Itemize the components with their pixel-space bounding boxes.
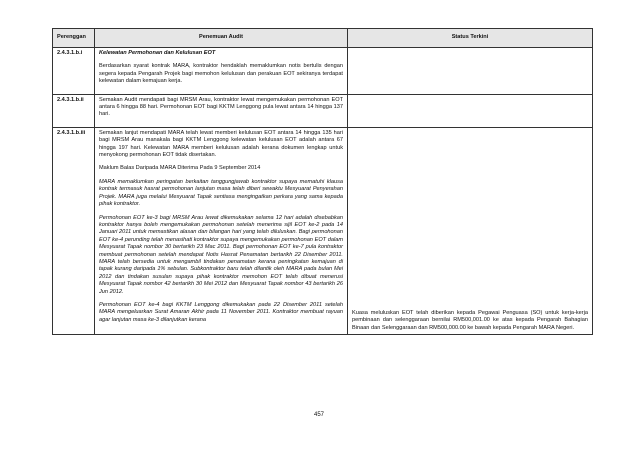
- feedback-heading: Maklum Balas Daripada MARA Diterima Pada 9 September 2014: [99, 165, 261, 172]
- row-finding: [95, 94, 348, 127]
- page-number: 457: [313, 412, 324, 418]
- row-finding: [95, 48, 348, 95]
- row-status: [348, 48, 593, 95]
- row-number: 2.4.3.1.b.ii: [53, 94, 95, 127]
- header-perenggan: Perenggan: [53, 29, 95, 48]
- table-row: [53, 94, 593, 127]
- row-number: 2.4.3.1.b.iii: [53, 127, 95, 334]
- feedback-paragraph: Permohonan EOT ke-4 bagi KKTM Lenggong dikemukakan pada 22 Disember 2011 setelah MARA mengeluarkan Surat Amaran Akhir pada 11 November 2011. Kontraktor membuat rayuan agar lanjutan masa ke-3 dilanjutkan kerana: [99, 301, 343, 323]
- finding-paragraph: Semakan Audit mendapati bagi MRSM Arau, kontraktor lewat mengemukakan permohonan EOT antara 6 hingga 88 hari. Permohonan EOT bagi KKTM Lenggong pula lewat antara 14 hingga 137 hari.: [99, 96, 343, 118]
- finding-paragraph: Berdasarkan syarat kontrak MARA, kontraktor hendaklah memaklumkan notis bertulis dengan segera kepada Pengarah Projek bagi memohon kelulusan dan perakuan EOT sekiranya terdapat kelewatan dalam kemajuan kerja.: [99, 63, 343, 85]
- row-status: Kuasa meluluskan EOT telah diberikan kepada Pegawai Penguasa (SO) untuk kerja-kerja pembinaan dan selenggaraan bernilai RM500,001.00 ke atas kepada Pengarah Bahagian Binaan dan Selenggaraan dan RM500,000.00 ke bawah kepada Pengarah MARA Negeri.: [348, 127, 593, 334]
- audit-table: [52, 28, 593, 335]
- row-finding: [95, 127, 348, 334]
- header-status-terkini: Status Terkini: [348, 29, 593, 48]
- row-title: Kelewatan Permohonan dan Kelulusan EOT: [99, 50, 216, 56]
- row-status: [348, 94, 593, 127]
- table-row: [53, 127, 593, 334]
- feedback-paragraph: MARA memaklumkan peringatan berkaitan tanggungjawab kontraktor supaya mematuhi klausa kontrak termasuk hasrat permohonan lanjutan masa telah diberi sewaktu Mesyuarat Penyerahan Projek. MARA juga melalui Mesyuarat Tapak sentiasa mengingatkan perkara yang sama kepada pihak kontraktor.: [99, 178, 343, 208]
- row-number: 2.4.3.1.b.i: [53, 48, 95, 95]
- header-penemuan-audit: Penemuan Audit: [95, 29, 348, 48]
- table-row: [53, 48, 593, 95]
- feedback-paragraph: Permohonan EOT ke-3 bagi MRSM Arau lewat dikemukakan selama 12 hari adalah disebabkan kontraktor hanya boleh mengemukakan permohonan setelah menerima sijil EOT ke-2 pada 14 Januari 2011 untuk memastikan alasan dan bilangan hari yang telah diluluskan. Bagi permohonan EOT ke-4 perunding telah menasihati kontraktor supaya mengemukakan permohonan EOT dalam Mesyuarat Tapak nombor 30 bertarikh 23 Mac 2011. Bagi permohonan EOT ke-7 pula kontraktor membuat permohonan setelah mendapat Notis Hasrat Penamatan bertarikh 22 Disember 2011. MARA telah bersedia untuk mengambil tindakan penamatan kerana peningkatan kemajuan di tapak kurang daripada 1% sebulan. Subkontraktor baru telah dilantik oleh MARA pada bulan Mei 2012 dan tindakan susulan supaya pihak kontraktor memohon EOT telah dibuat menerusi Mesyuarat Tapak nombor 42 bertarikh 30 Mei 2012 dan Mesyuarat Tapak nombor 43 bertarikh 26 Jun 2012.: [99, 214, 343, 295]
- finding-paragraph: Semakan lanjut mendapati MARA telah lewat memberi kelulusan EOT antara 14 hingga 135 hari bagi MRSM Arau manakala bagi KKTM Lenggong kelewatan kelulusan EOT adalah antara 67 hingga 197 hari. Kelewatan MARA memberi kelulusan adalah kerana dokumen lengkap untuk menyokong permohonan EOT tidak disertakan.: [99, 129, 343, 159]
- table-header-row: [53, 29, 593, 48]
